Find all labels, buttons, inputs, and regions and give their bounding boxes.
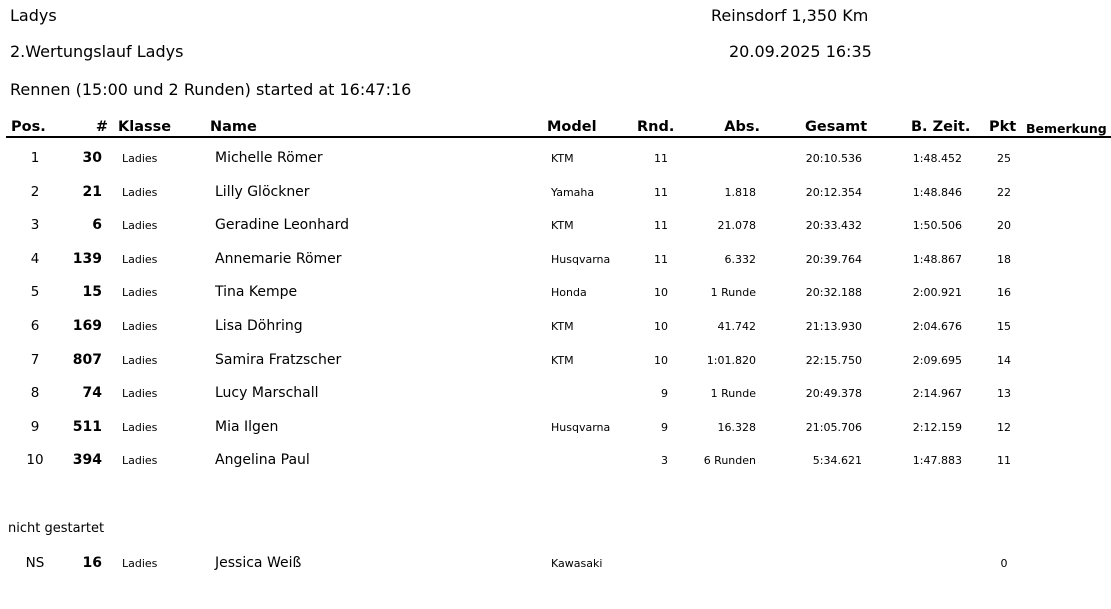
gap-cell: 16.328 bbox=[717, 420, 756, 434]
total-time-cell: 20:12.354 bbox=[805, 185, 862, 199]
table-row bbox=[0, 452, 1111, 478]
position-cell: 4 bbox=[30, 250, 40, 267]
class-cell: Ladies bbox=[122, 353, 158, 367]
position-cell: 6 bbox=[30, 318, 40, 334]
points-cell: 25 bbox=[997, 152, 1011, 165]
position-cell: 2 bbox=[30, 183, 40, 200]
table-row bbox=[0, 555, 1111, 581]
best-lap-cell: 2:14.967 bbox=[912, 387, 962, 401]
rider-name-cell: Lucy Marschall bbox=[215, 385, 319, 402]
start-number-cell: 74 bbox=[82, 385, 102, 402]
total-time-cell: 21:05.706 bbox=[805, 420, 862, 434]
class-cell: Ladies bbox=[122, 454, 158, 468]
col-abs: Abs. bbox=[724, 119, 760, 135]
position-cell: 8 bbox=[30, 385, 40, 402]
points-cell: 20 bbox=[997, 219, 1011, 233]
race-info: Rennen (15:00 und 2 Runden) started at 16:47:16 bbox=[10, 80, 412, 99]
table-row bbox=[0, 352, 1111, 378]
table-row bbox=[0, 184, 1111, 210]
best-lap-cell: 2:00.921 bbox=[912, 286, 962, 300]
start-number-cell: 21 bbox=[82, 183, 102, 200]
model-cell: KTM bbox=[551, 219, 574, 233]
model-cell: Husqvarna bbox=[551, 420, 611, 434]
rider-name-cell: Mia Ilgen bbox=[215, 418, 279, 435]
header-divider bbox=[6, 136, 1111, 138]
rider-name-cell: Annemarie Römer bbox=[215, 250, 342, 267]
table-row bbox=[0, 419, 1111, 445]
position-cell: 5 bbox=[30, 284, 40, 301]
total-time-cell: 21:13.930 bbox=[805, 320, 862, 333]
gap-cell: 1.818 bbox=[724, 185, 756, 199]
laps-cell: 11 bbox=[654, 185, 668, 199]
class-cell: Ladies bbox=[122, 152, 158, 165]
total-time-cell: 22:15.750 bbox=[805, 353, 862, 367]
gap-cell: 21.078 bbox=[717, 219, 756, 233]
points-cell: 14 bbox=[997, 353, 1011, 367]
laps-cell: 10 bbox=[654, 353, 668, 367]
col-num: # bbox=[95, 119, 108, 135]
total-time-cell: 20:49.378 bbox=[805, 387, 862, 401]
col-pkt: Pkt bbox=[989, 119, 1017, 135]
rider-name-cell: Jessica Weiß bbox=[215, 555, 302, 571]
total-time-cell: 5:34.621 bbox=[812, 454, 862, 468]
col-rnd: Rnd. bbox=[637, 119, 675, 135]
start-number-cell: 139 bbox=[72, 250, 102, 267]
class-cell: Ladies bbox=[122, 286, 158, 300]
laps-cell: 9 bbox=[661, 387, 668, 401]
gap-cell: 1:01.820 bbox=[706, 353, 756, 367]
gap-cell: 6 Runden bbox=[703, 454, 756, 468]
laps-cell: 11 bbox=[654, 252, 668, 266]
points-cell: 0 bbox=[1000, 557, 1008, 570]
table-row bbox=[0, 385, 1111, 411]
laps-cell: 10 bbox=[654, 286, 668, 300]
laps-cell: 3 bbox=[661, 454, 668, 468]
position-cell: NS bbox=[25, 555, 45, 571]
col-gesamt: Gesamt bbox=[805, 119, 868, 135]
gap-cell: 41.742 bbox=[717, 320, 756, 333]
points-cell: 18 bbox=[997, 252, 1011, 266]
class-cell: Ladies bbox=[122, 387, 158, 401]
position-cell: 1 bbox=[30, 150, 40, 166]
position-cell: 9 bbox=[30, 418, 40, 435]
class-cell: Ladies bbox=[122, 420, 158, 434]
model-cell: Yamaha bbox=[551, 185, 595, 199]
best-lap-cell: 2:09.695 bbox=[912, 353, 962, 367]
model-cell: KTM bbox=[551, 353, 574, 367]
best-lap-cell: 1:48.867 bbox=[912, 252, 962, 266]
model-cell: KTM bbox=[551, 320, 574, 333]
points-cell: 11 bbox=[997, 454, 1011, 468]
best-lap-cell: 1:48.452 bbox=[912, 152, 962, 165]
start-number-cell: 511 bbox=[72, 418, 102, 435]
class-cell: Ladies bbox=[122, 219, 158, 233]
best-lap-cell: 1:50.506 bbox=[912, 219, 962, 233]
rider-name-cell: Lisa Döhring bbox=[215, 318, 303, 334]
event-datetime: 20.09.2025 16:35 bbox=[729, 42, 872, 61]
best-lap-cell: 2:12.159 bbox=[912, 420, 962, 434]
laps-cell: 9 bbox=[661, 420, 668, 434]
rider-name-cell: Tina Kempe bbox=[215, 284, 298, 301]
points-cell: 13 bbox=[997, 387, 1011, 401]
start-number-cell: 16 bbox=[82, 555, 102, 571]
points-cell: 22 bbox=[997, 185, 1011, 199]
col-bemerkung: Bemerkung bbox=[1026, 121, 1107, 136]
points-cell: 16 bbox=[997, 286, 1011, 300]
laps-cell: 11 bbox=[654, 152, 668, 165]
total-time-cell: 20:10.536 bbox=[805, 152, 862, 165]
model-cell: Husqvarna bbox=[551, 252, 611, 266]
rider-name-cell: Michelle Römer bbox=[215, 150, 323, 166]
model-cell: Honda bbox=[551, 286, 587, 300]
class-cell: Ladies bbox=[122, 320, 158, 333]
table-row bbox=[0, 150, 1111, 176]
table-row bbox=[0, 284, 1111, 310]
best-lap-cell: 2:04.676 bbox=[912, 320, 962, 333]
rider-name-cell: Lilly Glöckner bbox=[215, 183, 310, 200]
track-name: Reinsdorf 1,350 Km bbox=[711, 6, 869, 25]
class-cell: Ladies bbox=[122, 185, 158, 199]
position-cell: 3 bbox=[30, 217, 40, 234]
gap-cell: 6.332 bbox=[724, 252, 756, 266]
col-best-time: B. Zeit. bbox=[911, 119, 971, 135]
model-cell: Kawasaki bbox=[551, 557, 603, 570]
rider-name-cell: Samira Fratzscher bbox=[215, 351, 342, 368]
points-cell: 15 bbox=[997, 320, 1011, 333]
table-row bbox=[0, 217, 1111, 243]
start-number-cell: 6 bbox=[92, 217, 102, 234]
laps-cell: 10 bbox=[654, 320, 668, 333]
gap-cell: 1 Runde bbox=[710, 387, 756, 401]
table-row bbox=[0, 318, 1111, 344]
rider-name-cell: Geradine Leonhard bbox=[215, 217, 349, 234]
total-time-cell: 20:39.764 bbox=[805, 252, 862, 266]
col-klasse: Klasse bbox=[118, 119, 172, 135]
class-cell: Ladies bbox=[122, 557, 158, 570]
class-title: Ladys bbox=[10, 6, 57, 25]
start-number-cell: 169 bbox=[72, 318, 102, 334]
start-number-cell: 30 bbox=[82, 150, 102, 166]
best-lap-cell: 1:47.883 bbox=[912, 454, 962, 468]
col-name: Name bbox=[210, 119, 257, 135]
col-model: Model bbox=[547, 119, 597, 135]
total-time-cell: 20:32.188 bbox=[805, 286, 862, 300]
class-cell: Ladies bbox=[122, 252, 158, 266]
position-cell: 10 bbox=[26, 452, 44, 469]
position-cell: 7 bbox=[30, 351, 40, 368]
points-cell: 12 bbox=[997, 420, 1011, 434]
rider-name-cell: Angelina Paul bbox=[215, 452, 310, 469]
col-pos: Pos. bbox=[11, 119, 46, 135]
best-lap-cell: 1:48.846 bbox=[912, 185, 962, 199]
start-number-cell: 807 bbox=[72, 351, 102, 368]
gap-cell: 1 Runde bbox=[710, 286, 756, 300]
laps-cell: 11 bbox=[654, 219, 668, 233]
event-title: 2.Wertungslauf Ladys bbox=[10, 42, 184, 61]
start-number-cell: 15 bbox=[82, 284, 102, 301]
model-cell: KTM bbox=[551, 152, 574, 165]
start-number-cell: 394 bbox=[72, 452, 102, 469]
table-row bbox=[0, 251, 1111, 277]
total-time-cell: 20:33.432 bbox=[805, 219, 862, 233]
dns-label: nicht gestartet bbox=[8, 521, 105, 536]
